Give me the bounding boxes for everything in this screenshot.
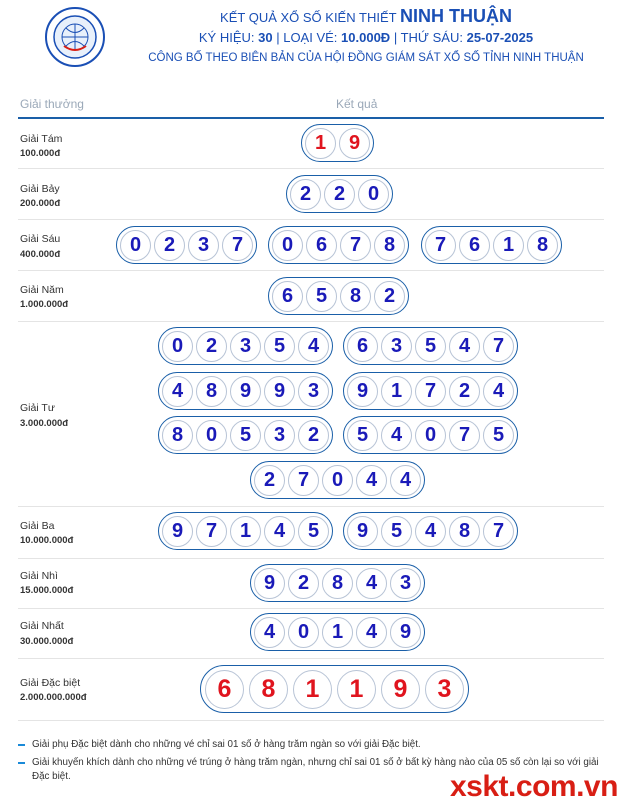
winning-number <box>301 124 374 162</box>
number-ball: 1 <box>337 670 376 709</box>
number-ball: 2 <box>154 230 185 261</box>
number-ball: 4 <box>449 331 480 362</box>
number-ball: 1 <box>230 516 261 547</box>
number-ball: 8 <box>162 420 193 451</box>
number-ball: 1 <box>322 617 353 648</box>
ticket-type-value: 10.000Đ <box>341 30 391 45</box>
number-ball: 2 <box>288 568 319 599</box>
number-ball: 4 <box>162 376 193 407</box>
winning-number <box>158 372 333 410</box>
number-ball: 0 <box>358 179 389 210</box>
winning-number <box>158 416 333 454</box>
site-watermark: xskt.com.vn <box>450 770 618 803</box>
number-ball: 9 <box>381 670 420 709</box>
winning-number <box>158 512 333 550</box>
number-ball: 8 <box>322 568 353 599</box>
bullet-icon <box>18 762 25 764</box>
number-ball: 7 <box>483 516 514 547</box>
symbol-value: 30 <box>258 30 273 45</box>
number-ball: 9 <box>339 128 370 159</box>
symbol-label: KÝ HIỆU: <box>198 30 255 45</box>
number-ball: 5 <box>415 331 446 362</box>
prize-name: Giải Nhất <box>20 620 64 632</box>
number-ball: 8 <box>249 670 288 709</box>
number-ball: 4 <box>254 617 285 648</box>
winning-number <box>200 665 469 713</box>
number-ball: 6 <box>347 331 378 362</box>
note-text: Giải khuyến khích dành cho những vé trúng ở hàng trăm ngàn, nhưng chỉ sai 01 số ở bất kỳ hàng nào của 05 số còn lại so với giải Đặc biệt. <box>32 757 599 782</box>
number-ball: 9 <box>230 376 261 407</box>
number-ball: 5 <box>483 420 514 451</box>
number-ball: 0 <box>415 420 446 451</box>
number-ball: 3 <box>381 331 412 362</box>
number-ball: 8 <box>449 516 480 547</box>
number-ball: 9 <box>347 516 378 547</box>
winning-number <box>268 277 409 315</box>
number-ball: 1 <box>305 128 336 159</box>
number-ball: 6 <box>306 230 337 261</box>
number-ball: 8 <box>340 281 371 312</box>
prize-name: Giải Năm <box>20 284 64 296</box>
number-ball: 7 <box>340 230 371 261</box>
number-ball: 3 <box>188 230 219 261</box>
number-ball: 8 <box>527 230 558 261</box>
number-ball: 7 <box>449 420 480 451</box>
number-ball: 7 <box>288 465 319 496</box>
number-ball: 1 <box>293 670 332 709</box>
province-name: NINH THUẬN <box>399 6 512 26</box>
number-ball: 7 <box>483 331 514 362</box>
prize-value: 15.000.000đ <box>20 585 74 596</box>
prize-name: Giải Sáu <box>20 233 61 245</box>
number-ball: 3 <box>298 376 329 407</box>
winning-number <box>250 461 425 499</box>
winning-number <box>250 564 425 602</box>
number-ball: 5 <box>347 420 378 451</box>
number-ball: 4 <box>483 376 514 407</box>
number-ball: 2 <box>254 465 285 496</box>
winning-number <box>250 613 425 651</box>
winning-number <box>343 416 518 454</box>
winning-number <box>343 512 518 550</box>
number-ball: 9 <box>390 617 421 648</box>
number-ball: 4 <box>298 331 329 362</box>
number-ball: 8 <box>374 230 405 261</box>
number-ball: 0 <box>120 230 151 261</box>
number-ball: 7 <box>196 516 227 547</box>
number-ball: 1 <box>381 376 412 407</box>
prize-value: 30.000.000đ <box>20 636 74 647</box>
winning-number <box>158 327 333 365</box>
column-prize: Giải thưởng <box>20 97 84 111</box>
number-ball: 3 <box>230 331 261 362</box>
number-ball: 5 <box>230 420 261 451</box>
number-ball: 7 <box>222 230 253 261</box>
note-item <box>18 738 618 752</box>
number-ball: 1 <box>493 230 524 261</box>
number-ball: 5 <box>264 331 295 362</box>
header-title-prefix: KẾT QUẢ XỔ SỐ KIẾN THIẾT <box>220 10 397 25</box>
number-ball: 5 <box>381 516 412 547</box>
prize-value: 10.000.000đ <box>20 535 74 546</box>
note-text: Giải phụ Đặc biệt dành cho những vé chỉ sai 01 số ở hàng trăm ngàn so với giải Đặc biệt. <box>32 739 421 750</box>
prize-name: Giải Bảy <box>20 183 60 195</box>
number-ball: 2 <box>324 179 355 210</box>
prize-value: 200.000đ <box>20 198 61 209</box>
number-ball: 4 <box>390 465 421 496</box>
number-ball: 4 <box>264 516 295 547</box>
number-ball: 0 <box>162 331 193 362</box>
number-ball: 2 <box>298 420 329 451</box>
ticket-type-label: LOẠI VÉ: <box>283 30 338 45</box>
header-title <box>150 6 582 27</box>
number-ball: 2 <box>374 281 405 312</box>
number-ball: 5 <box>298 516 329 547</box>
draw-date: 25-07-2025 <box>466 30 534 45</box>
number-ball: 6 <box>272 281 303 312</box>
header-info: KÝ HIỆU: 30 | LOẠI VÉ: 10.000Đ | THỨ SÁU: 25-07-2025 <box>198 30 534 45</box>
number-ball: 5 <box>306 281 337 312</box>
number-ball: 7 <box>425 230 456 261</box>
number-ball: 4 <box>356 465 387 496</box>
number-ball: 4 <box>356 617 387 648</box>
prize-value: 100.000đ <box>20 148 61 159</box>
winning-number <box>421 226 562 264</box>
prize-name: Giải Đặc biệt <box>20 677 81 689</box>
number-ball: 3 <box>390 568 421 599</box>
number-ball: 2 <box>290 179 321 210</box>
number-ball: 6 <box>205 670 244 709</box>
prize-name: Giải Tư <box>20 402 55 414</box>
winning-number <box>116 226 257 264</box>
bullet-icon <box>18 744 25 746</box>
prize-name: Giải Nhì <box>20 570 58 582</box>
number-ball: 2 <box>196 331 227 362</box>
number-ball: 0 <box>322 465 353 496</box>
number-ball: 0 <box>272 230 303 261</box>
page-header <box>0 0 632 72</box>
header-subtitle: CÔNG BỐ THEO BIÊN BẢN CỦA HỘI ĐỒNG GIÁM SÁT XỔ SỐ TỈNH NINH THUẬN <box>148 52 584 64</box>
prize-value: 400.000đ <box>20 249 61 260</box>
number-ball: 7 <box>415 376 446 407</box>
weekday-label: THỨ SÁU: <box>400 30 463 45</box>
number-ball: 0 <box>196 420 227 451</box>
number-ball: 6 <box>459 230 490 261</box>
winning-number <box>286 175 393 213</box>
winning-number <box>343 372 518 410</box>
number-ball: 8 <box>196 376 227 407</box>
number-ball: 9 <box>162 516 193 547</box>
number-ball: 9 <box>254 568 285 599</box>
number-ball: 9 <box>264 376 295 407</box>
prize-value: 1.000.000đ <box>20 299 69 310</box>
results-table-header <box>18 95 604 119</box>
prize-value: 3.000.000đ <box>20 418 69 429</box>
lottery-logo-icon <box>44 6 106 68</box>
number-ball: 0 <box>288 617 319 648</box>
winning-number <box>343 327 518 365</box>
prize-value: 2.000.000.000đ <box>20 692 87 703</box>
winning-number <box>268 226 409 264</box>
prize-name: Giải Ba <box>20 520 55 532</box>
number-ball: 3 <box>425 670 464 709</box>
number-ball: 9 <box>347 376 378 407</box>
number-ball: 3 <box>264 420 295 451</box>
number-ball: 4 <box>356 568 387 599</box>
prize-name: Giải Tám <box>20 133 63 145</box>
number-ball: 4 <box>381 420 412 451</box>
number-ball: 4 <box>415 516 446 547</box>
column-result: Kết quả <box>336 97 378 111</box>
number-ball: 2 <box>449 376 480 407</box>
